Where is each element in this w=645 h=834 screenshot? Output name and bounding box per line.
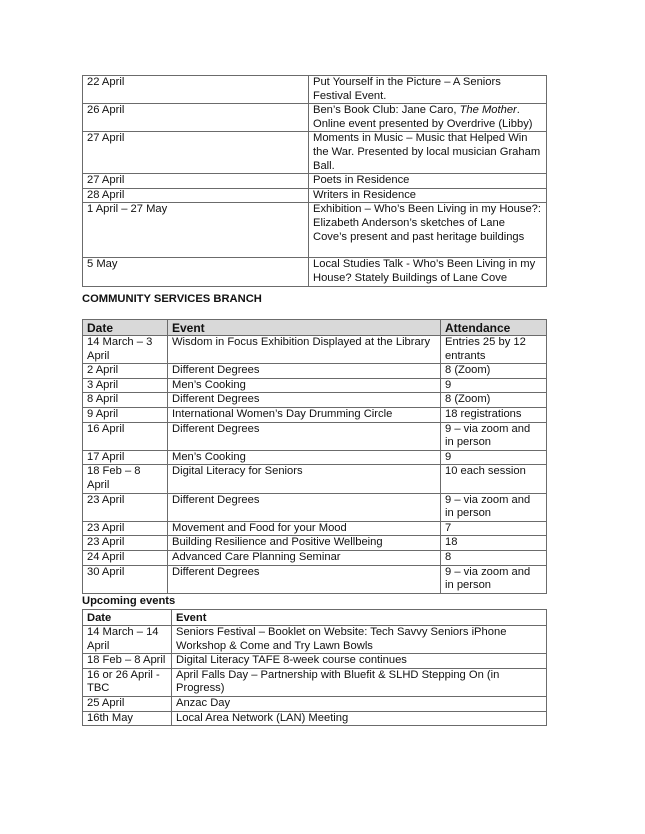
row-attendance: 8 (Zoom) xyxy=(441,393,547,408)
upcoming-events-table xyxy=(82,609,547,726)
row-event: Digital Literacy TAFE 8-week course continues xyxy=(172,654,547,669)
row-attendance: 18 xyxy=(441,536,547,551)
event-description: Put Yourself in the Picture – A Seniors Festival Event. xyxy=(309,76,547,104)
row-date: 23 April xyxy=(83,536,168,551)
row-date: 16 or 26 April - TBC xyxy=(83,668,172,696)
row-event: Men’s Cooking xyxy=(168,378,441,393)
table-row xyxy=(83,696,547,711)
event-date: 27 April xyxy=(83,132,309,174)
table-row xyxy=(83,550,547,565)
row-date: 18 Feb – 8 April xyxy=(83,654,172,669)
event-description: Poets in Residence xyxy=(309,174,547,189)
row-event: April Falls Day – Partnership with Bluefit & SLHD Stepping On (in Progress) xyxy=(172,668,547,696)
row-event: Different Degrees xyxy=(168,565,441,593)
table-row xyxy=(83,258,547,286)
row-event: Local Area Network (LAN) Meeting xyxy=(172,711,547,726)
event-date: 27 April xyxy=(83,174,309,189)
row-attendance: 9 – via zoom and in person xyxy=(441,493,547,521)
row-event: Building Resilience and Positive Wellbeing xyxy=(168,536,441,551)
table-row xyxy=(83,711,547,726)
table-row xyxy=(83,626,547,654)
upcoming-events-heading: Upcoming events xyxy=(82,595,176,607)
event-description: Local Studies Talk - Who’s Been Living in my House? Stately Buildings of Lane Cove xyxy=(309,258,547,286)
row-event: Seniors Festival – Booklet on Website: Tech Savvy Seniors iPhone Workshop & Come and Try Lawn Bowls xyxy=(172,626,547,654)
table-row xyxy=(83,422,547,450)
row-event: Different Degrees xyxy=(168,422,441,450)
event-description: Moments in Music – Music that Helped Win the War. Presented by local musician Graham Ball. xyxy=(309,132,547,174)
column-header-date: Date xyxy=(83,610,172,626)
table-row xyxy=(83,174,547,189)
row-date: 30 April xyxy=(83,565,168,593)
table-row xyxy=(83,407,547,422)
table-row xyxy=(83,393,547,408)
row-attendance: 9 xyxy=(441,450,547,465)
event-date: 1 April – 27 May xyxy=(83,203,309,258)
community-services-heading: COMMUNITY SERVICES BRANCH xyxy=(82,293,262,305)
row-attendance: 10 each session xyxy=(441,465,547,493)
row-attendance: 9 – via zoom and in person xyxy=(441,565,547,593)
table-row xyxy=(83,132,547,174)
table-row xyxy=(83,104,547,132)
row-attendance: 18 registrations xyxy=(441,407,547,422)
table-row xyxy=(83,188,547,203)
event-description: Writers in Residence xyxy=(309,188,547,203)
row-date: 17 April xyxy=(83,450,168,465)
row-event: Wisdom in Focus Exhibition Displayed at the Library xyxy=(168,336,441,364)
table-row xyxy=(83,668,547,696)
row-date: 8 April xyxy=(83,393,168,408)
row-event: Anzac Day xyxy=(172,696,547,711)
library-events-table xyxy=(82,75,547,287)
row-date: 23 April xyxy=(83,493,168,521)
event-description xyxy=(309,104,547,132)
row-event: Different Degrees xyxy=(168,393,441,408)
table-row xyxy=(83,536,547,551)
event-description: Exhibition – Who’s Been Living in my House?: Elizabeth Anderson’s sketches of Lane Cove’s present and past heritage buildings xyxy=(309,203,547,258)
row-attendance: 7 xyxy=(441,521,547,536)
table-row xyxy=(83,565,547,593)
row-date: 25 April xyxy=(83,696,172,711)
row-date: 9 April xyxy=(83,407,168,422)
row-date: 16th May xyxy=(83,711,172,726)
row-attendance: 9 – via zoom and in person xyxy=(441,422,547,450)
event-text: Ben’s Book Club: Jane Caro, xyxy=(313,104,460,117)
table-row xyxy=(83,203,547,258)
row-event: Different Degrees xyxy=(168,364,441,379)
column-header-event: Event xyxy=(172,610,547,626)
row-date: 23 April xyxy=(83,521,168,536)
event-text: . Online event presented by Overdrive (Libby) xyxy=(313,104,533,130)
row-event: Digital Literacy for Seniors xyxy=(168,465,441,493)
row-attendance: 8 (Zoom) xyxy=(441,364,547,379)
row-event: Advanced Care Planning Seminar xyxy=(168,550,441,565)
table-row xyxy=(83,493,547,521)
book-title: The Mother xyxy=(459,104,517,117)
event-date: 26 April xyxy=(83,104,309,132)
row-date: 14 March – 3 April xyxy=(83,336,168,364)
table-header-row xyxy=(83,320,547,336)
row-event: Different Degrees xyxy=(168,493,441,521)
row-date: 18 Feb – 8 April xyxy=(83,465,168,493)
row-date: 2 April xyxy=(83,364,168,379)
row-date: 24 April xyxy=(83,550,168,565)
table-row xyxy=(83,378,547,393)
row-attendance: Entries 25 by 12 entrants xyxy=(441,336,547,364)
table-row xyxy=(83,654,547,669)
column-header-attendance: Attendance xyxy=(441,320,547,336)
row-event: Movement and Food for your Mood xyxy=(168,521,441,536)
event-date: 5 May xyxy=(83,258,309,286)
table-header-row xyxy=(83,610,547,626)
table-row xyxy=(83,336,547,364)
row-event: International Women’s Day Drumming Circle xyxy=(168,407,441,422)
row-attendance: 9 xyxy=(441,378,547,393)
table-row xyxy=(83,450,547,465)
table-row xyxy=(83,364,547,379)
row-date: 16 April xyxy=(83,422,168,450)
row-date: 14 March – 14 April xyxy=(83,626,172,654)
event-date: 22 April xyxy=(83,76,309,104)
table-row xyxy=(83,76,547,104)
table-row xyxy=(83,465,547,493)
event-date: 28 April xyxy=(83,188,309,203)
row-event: Men’s Cooking xyxy=(168,450,441,465)
column-header-event: Event xyxy=(168,320,441,336)
community-services-table xyxy=(82,319,547,594)
row-attendance: 8 xyxy=(441,550,547,565)
column-header-date: Date xyxy=(83,320,168,336)
table-row xyxy=(83,521,547,536)
row-date: 3 April xyxy=(83,378,168,393)
